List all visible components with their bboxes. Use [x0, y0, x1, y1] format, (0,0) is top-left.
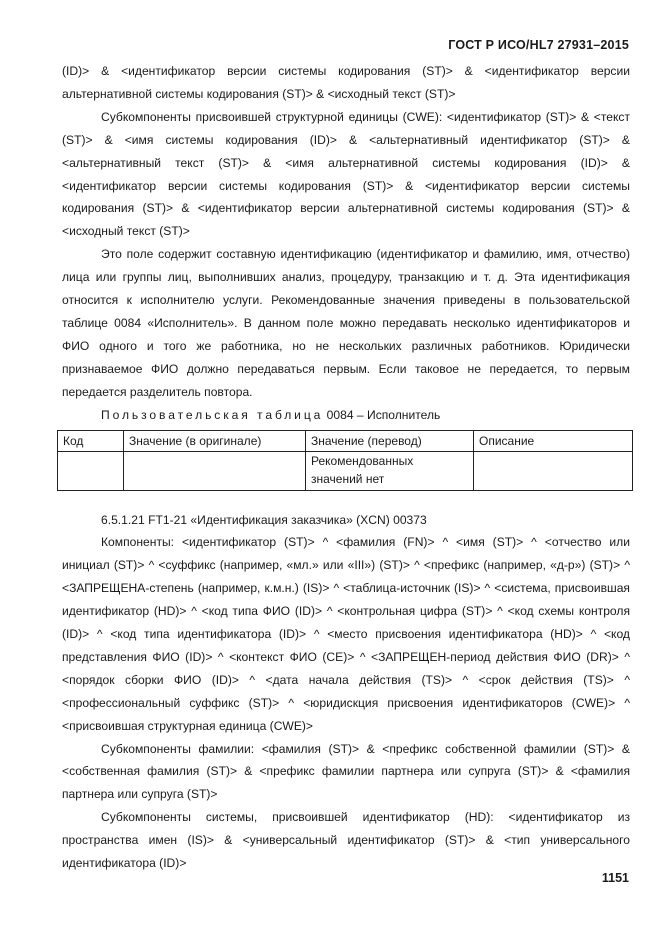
column-header-code: Код — [58, 430, 124, 451]
table-cell-translation-text: Рекомендованных значений нет — [311, 453, 414, 486]
column-header-description: Описание — [474, 430, 633, 451]
table-caption-label: Пользовательская таблица — [101, 407, 324, 422]
paragraph-field-description: Это поле содержит составную идентификацию (идентификатор и фамилию, имя, отчество) лица или группы лиц, выполнивших анализ, процедуру, транзакцию и т. д. Эта идентификация относится к исполнителю услуги. Рекомендованные значения приведены в пользовательской таблице 0084 «Исполнитель». В данном поле можно передавать несколько идентификаторов и ФИО одного и того же работника, но не нескольких различных работников. Юридически признаваемое ФИО должно передаваться первым. Если таковое не передается, то первым передается разделитель повтора. — [62, 247, 630, 399]
page-number: 1151 — [601, 871, 629, 885]
table-cell-code — [58, 451, 124, 490]
table-row — [58, 451, 633, 490]
table-cell-value-translation — [306, 451, 474, 490]
column-header-value-translation: Значение (перевод) — [306, 430, 474, 451]
paragraph-subcomponents-hd: Субкомпоненты системы, присвоившей идентификатор (HD): <идентификатор из пространства имен (IS)> & <универсальный идентификатор (ST)> & <тип универсального идентификатора (ID)> — [62, 810, 630, 871]
table-cell-description — [474, 451, 633, 490]
paragraph-continuation: (ID)> & <идентификатор версии системы кодирования (ST)> & <идентификатор версии альтернативной системы кодирования (ST)> & <исходный текст (ST)> — [62, 64, 630, 101]
user-table-0084 — [57, 430, 633, 491]
section-heading: 6.5.1.21 FT1-21 «Идентификация заказчика» (XCN) 00373 — [101, 512, 427, 527]
table-caption — [62, 404, 630, 427]
column-header-value-original: Значение (в оригинале) — [124, 430, 306, 451]
document-header: ГОСТ Р ИСО/HL7 27931–2015 — [448, 38, 629, 52]
paragraph-subcomponents-cwe: Субкомпоненты присвоившей структурной единицы (CWE): <идентификатор (ST)> & <текст (ST)> & <имя системы кодирования (ID)> & <альтернативный идентификатор (ST)> & <альтернативный текст (ST)> & <имя альтернативной системы кодирования (ID)> & <идентификатор версии системы кодирования (ST)> & <идентификатор версии системы кодирования (ST)> & <идентификатор версии альтернативной системы кодирования (ST)> & <исходный текст (ST)> — [62, 109, 630, 239]
table-caption-title: 0084 – Исполнитель — [323, 407, 441, 422]
table-header-row — [58, 430, 633, 451]
paragraph-components: Компоненты: <идентификатор (ST)> ^ <фамилия (FN)> ^ <имя (ST)> ^ <отчество или инициал (ST)> ^ <суффикс (например, «мл.» или «III») (ST)> ^ <префикс (например, «д-р») (ST)> ^ <ЗАПРЕЩЕНА-степень (например, к.м.н.) (IS)> ^ <таблица-источник (IS)> ^ <система, присвоившая идентификатор (HD)> ^ <код типа ФИО (ID)> ^ <контрольная цифра (ST)> ^ <код схемы контроля (ID)> ^ <код типа идентификатора (ID)> ^ <место присвоения идентификатора (HD)> ^ <код представления ФИО (ID)> ^ <контекст ФИО (CE)> ^ <ЗАПРЕЩЕН-период действия ФИО (DR)> ^ <порядок сборки ФИО (ID)> ^ <дата начала действия (TS)> ^ <срок действия (TS)> ^ <профессиональный суффикс (ST)> ^ <юридиcкция присвоения идентификаторов (CWE)> ^ <присвоившая структурная единица (CWE)> — [62, 535, 630, 733]
page-content — [62, 60, 630, 875]
paragraph-subcomponents-surname: Субкомпоненты фамилии: <фамилия (ST)> & <префикс собственной фамилии (ST)> & <собственная фамилия (ST)> & <префикс фамилии партнера или супруга (ST)> & <фамилия партнера или супруга (ST)> — [62, 741, 630, 802]
table-cell-value-original — [124, 451, 306, 490]
